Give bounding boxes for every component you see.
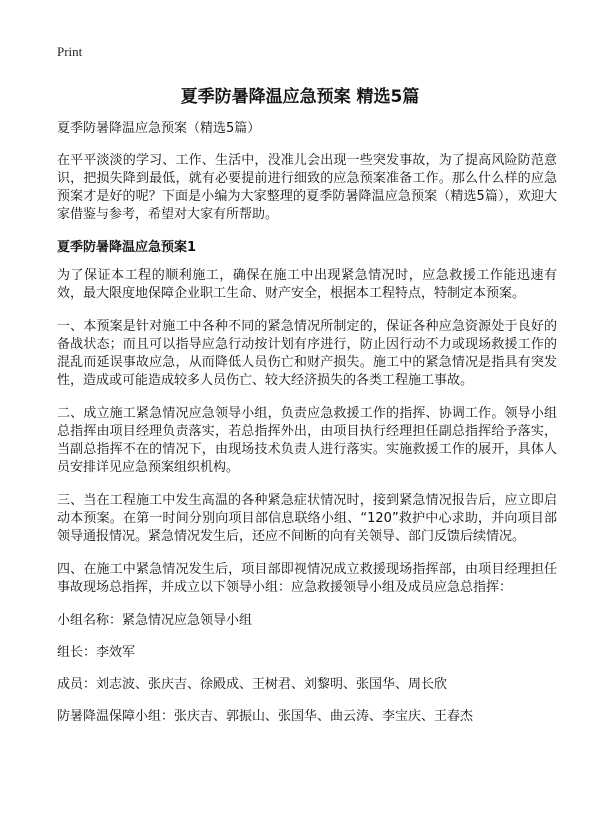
group-members-line: 成员：刘志波、张庆吉、徐殿成、王树君、刘黎明、张国华、周长欣: [57, 677, 448, 692]
page-title: 夏季防暑降温应急预案 精选5篇: [180, 87, 420, 107]
section-heading: 夏季防暑降温应急预案1: [57, 240, 197, 255]
intro-paragraph: 在平平淡淡的学习、工作、生活中，没准儿会出现一些突发事故，为了提高风险防范意识，把损失降到最低，就有必要提前进行细致的应急预案准备工作。那么什么样的应急预案才是好的呢？下面是小编为大家整理的夏季防暑降温应急预案（精选5篇），欢迎大家借鉴与参考，希望对大家有所帮助。: [57, 153, 557, 222]
paragraph: 二、成立施工紧急情况应急领导小组，负责应急救援工作的指挥、协调工作。领导小组总指挥由项目经理负责落实，若总指挥外出，由项目执行经理担任副总指挥给予落实，当副总指挥不在的情况下，由现场技术负责人进行落实。实施救援工作的展开，具体人员安排详见应急预案组织机构。: [57, 406, 557, 475]
paragraph: 四、在施工中紧急情况发生后，项目部即视情况成立救援现场指挥部，由项目经理担任事故现场总指挥，并成立以下领导小组：应急救援领导小组及成员应急总指挥：: [57, 562, 557, 595]
cooling-support-group-line: 防暑降温保障小组：张庆吉、郭振山、张国华、曲云涛、李宝庆、王春杰: [57, 709, 474, 724]
document-body: [57, 120, 557, 740]
group-leader-line: 组长：李效军: [57, 645, 136, 660]
paragraph: 为了保证本工程的顺利施工，确保在施工中出现紧急情况时，应急救援工作能迅速有效，最大限度地保障企业职工生命、财产安全，根据本工程特点，特制定本预案。: [57, 268, 557, 301]
document-subtitle: 夏季防暑降温应急预案（精选5篇）: [57, 121, 261, 136]
group-name-line: 小组名称：紧急情况应急领导小组: [57, 613, 253, 628]
paragraph: 一、本预案是针对施工中各种不同的紧急情况所制定的，保证各种应急资源处于良好的备战状态；而且可以指导应急行动按计划有序进行，防止因行动不力或现场救援工作的混乱而延误事故应急，从而降低人员伤亡和财产损失。施工中的紧急情况是指具有突发性，造成或可能造成较多人员伤亡、较大经济损失的各类工程施工事故。: [57, 319, 557, 388]
print-link[interactable]: Print: [57, 44, 83, 59]
paragraph: 三、当在工程施工中发生高温的各种紧急症状情况时，接到紧急情况报告后，应立即启动本预案。在第一时间分别向项目部信息联络小组、“120”救护中心求助，并向项目部领导通报情况。紧急情况发生后，还应不间断的向有关领导、部门反馈后续情况。: [57, 493, 557, 544]
